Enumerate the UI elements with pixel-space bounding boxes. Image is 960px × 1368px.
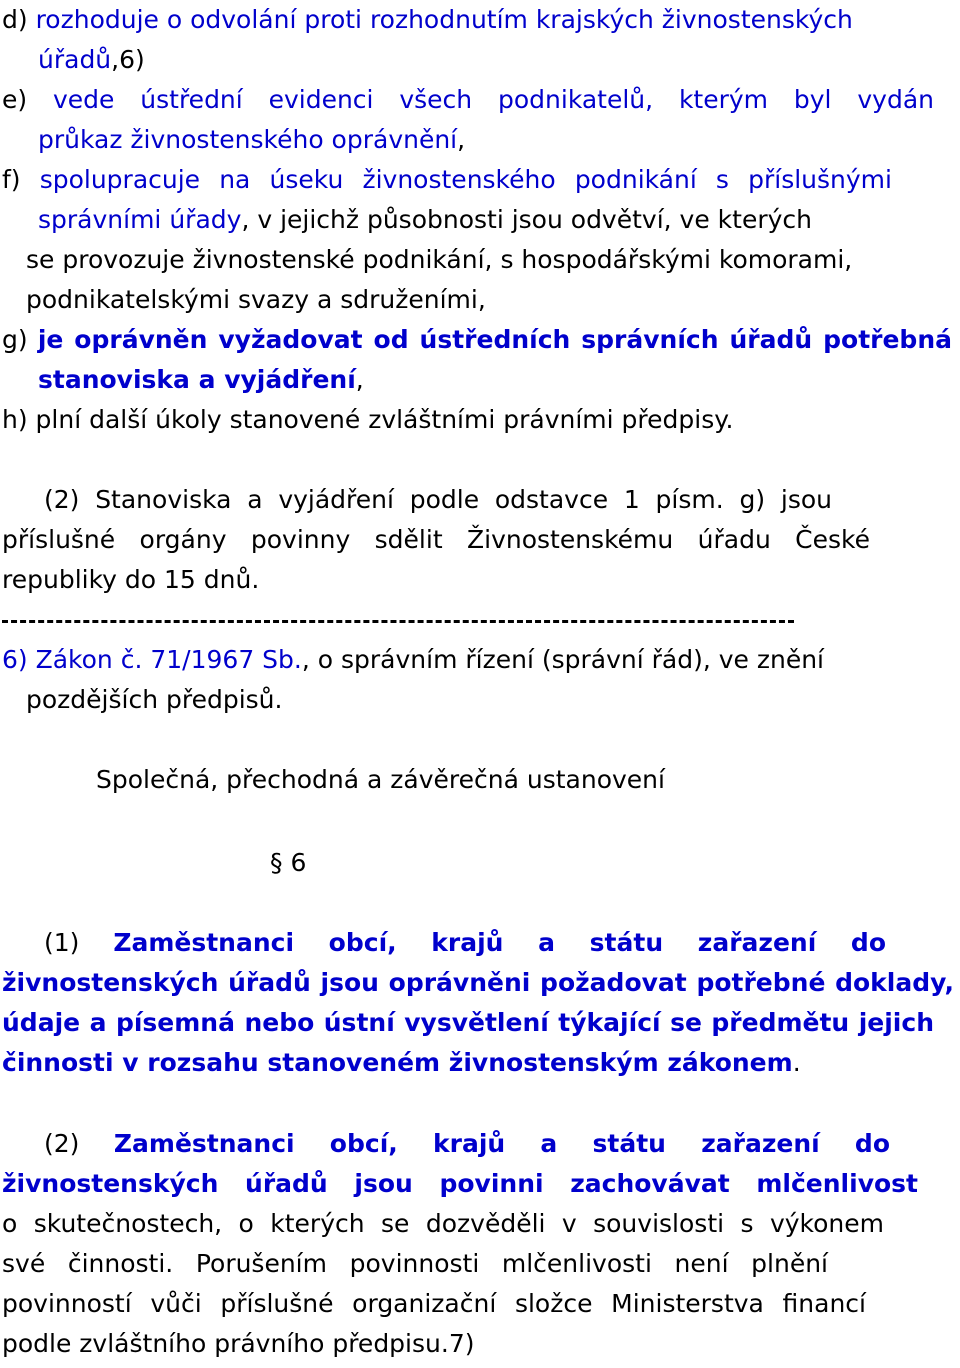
item-f-marker: f) — [2, 165, 40, 194]
item-f-line-1 — [2, 160, 892, 200]
item-g-line-1 — [2, 320, 952, 360]
section-6-para-1-line-2[interactable]: živnostenských úřadů jsou oprávněni požadovat potřebné doklady, — [2, 968, 954, 997]
item-d-line-2 — [38, 40, 145, 80]
paragraph-2-line-2: příslušné orgány povinny sdělit Živnostenskému úřadu České — [2, 525, 870, 554]
section-6-para-2-line-6: podle zvláštního právního předpisu.7) — [2, 1329, 475, 1358]
item-e-marker: e) — [2, 85, 53, 114]
para-2-link[interactable]: Zaměstnanci obcí, krajů a státu zařazení do — [113, 1129, 890, 1158]
item-d-marker: d) — [2, 5, 36, 34]
section-6-para-2-line-5: povinností vůči příslušné organizační složce Ministerstva financí — [2, 1289, 866, 1318]
footnote-6-line-2: pozdějších předpisů. — [26, 685, 283, 714]
item-g-tail: , — [355, 365, 364, 394]
item-g-marker: g) — [2, 325, 38, 354]
item-d-tail: ,6) — [111, 45, 145, 74]
item-e-tail: , — [457, 125, 466, 154]
item-e-line-2 — [38, 120, 465, 160]
footnote-6-text: , o správním řízení (správní řád), ve znění — [301, 645, 824, 674]
item-e-link-cont[interactable]: průkaz živnostenského oprávnění — [38, 125, 458, 154]
item-f-link-cont[interactable]: správními úřady — [38, 205, 242, 234]
item-d-link[interactable]: rozhoduje o odvolání proti rozhodnutím krajských živnostenských — [35, 5, 853, 34]
section-heading: Společná, přechodná a závěrečná ustanovení — [96, 765, 665, 794]
item-f-link[interactable]: spolupracuje na úseku živnostenského podnikání s příslušnými — [39, 165, 892, 194]
para-1-link-end[interactable]: činnosti v rozsahu stanoveném živnostenským zákonem — [2, 1048, 793, 1077]
item-f-line-4: podnikatelskými svazy a sdruženími, — [26, 285, 486, 314]
item-g-line-2 — [38, 360, 364, 400]
section-6-para-2-line-1 — [44, 1124, 890, 1164]
para-1-marker: (1) — [44, 928, 114, 957]
footnote-6-line-1 — [2, 640, 824, 680]
section-6-para-2-line-4: své činnosti. Porušením povinnosti mlčenlivosti není plnění — [2, 1249, 828, 1278]
para-1-link[interactable]: Zaměstnanci obcí, krajů a státu zařazení do — [113, 928, 887, 957]
section-6-para-1-line-3[interactable]: údaje a písemná nebo ústní vysvětlení týkající se předmětu jejich — [2, 1008, 934, 1037]
item-f-line-3: se provozuje živnostenské podnikání, s hospodářskými komorami, — [26, 245, 853, 274]
footnote-6-link[interactable]: 6) Zákon č. 71/1967 Sb. — [2, 645, 302, 674]
paragraph-2-line-1: (2) Stanoviska a vyjádření podle odstavce 1 písm. g) jsou — [44, 485, 832, 514]
section-6-para-2-line-3: o skutečnostech, o kterých se dozvěděli v souvislosti s výkonem — [2, 1209, 884, 1238]
section-6-para-1-line-1 — [44, 923, 886, 963]
item-f-tail: , v jejichž působnosti jsou odvětví, ve kterých — [241, 205, 812, 234]
item-e-link[interactable]: vede ústřední evidenci všech podnikatelů, kterým byl vydán — [53, 85, 934, 114]
item-g-link-cont[interactable]: stanoviska a vyjádření — [38, 365, 356, 394]
item-e-line-1 — [2, 80, 934, 120]
para-1-period: . — [792, 1048, 801, 1077]
item-f-line-2 — [38, 200, 812, 240]
item-h-line: h) plní další úkoly stanovené zvláštními právními předpisy. — [2, 405, 734, 434]
para-2-marker: (2) — [44, 1129, 114, 1158]
item-d-line-1 — [2, 0, 946, 40]
item-g-link[interactable]: je oprávněn vyžadovat od ústředních správních úřadů potřebná — [37, 325, 953, 354]
section-number: § 6 — [270, 848, 307, 877]
item-d-link-cont[interactable]: úřadů — [38, 45, 112, 74]
section-6-para-1-line-4 — [2, 1043, 801, 1083]
paragraph-2-line-3: republiky do 15 dnů. — [2, 565, 260, 594]
section-6-para-2-line-2[interactable]: živnostenských úřadů jsou povinni zachovávat mlčenlivost — [2, 1169, 918, 1198]
footnote-separator — [2, 620, 794, 623]
